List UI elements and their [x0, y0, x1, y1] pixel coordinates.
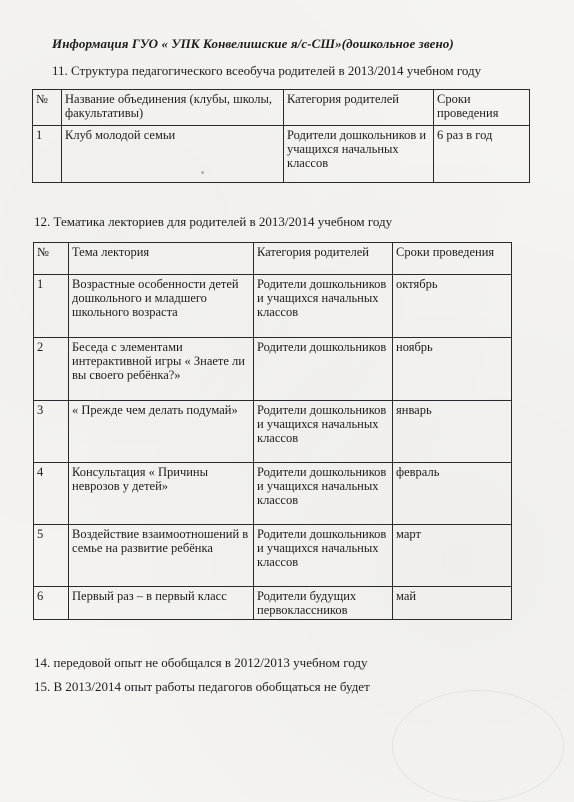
table-row [34, 275, 512, 338]
cell-lecture-topic: Воздействие взаимоотношений в семье на развитие ребёнка [69, 525, 254, 587]
cell-parent-category: Родители будущих первоклассников [254, 587, 393, 620]
cell-number: 1 [33, 126, 62, 183]
cell-parent-category: Родители дошкольников и учащихся начальных классов [254, 525, 393, 587]
table-row [34, 587, 512, 620]
header-cell-association-name: Название объединения (клубы, школы, факультативы) [62, 90, 284, 126]
header-cell-schedule: Сроки проведения [393, 243, 512, 275]
table-row [33, 126, 530, 183]
cell-number: 5 [34, 525, 69, 587]
cell-lecture-topic: Первый раз – в первый класс [69, 587, 254, 620]
header-cell-number: № [34, 243, 69, 275]
section-11-heading: 11. Структура педагогического всеобуча родителей в 2013/2014 учебном году [52, 63, 482, 78]
table-row [34, 525, 512, 587]
cell-schedule: январь [393, 401, 512, 463]
item-14-text: 14. передовой опыт не обобщался в 2012/2013 учебном году [34, 655, 368, 670]
scan-speck [201, 171, 204, 174]
cell-schedule: май [393, 587, 512, 620]
cell-number: 3 [34, 401, 69, 463]
cell-number: 2 [34, 338, 69, 401]
document-title: Информация ГУО « УПК Конвелишские я/с-СШ»(дошкольное звено) [52, 36, 454, 51]
cell-parent-category: Родители дошкольников [254, 338, 393, 401]
cell-lecture-topic: Возрастные особенности детей дошкольного и младшего школьного возраста [69, 275, 254, 338]
header-cell-schedule: Сроки проведения [434, 90, 530, 126]
cell-lecture-topic: « Прежде чем делать подумай» [69, 401, 254, 463]
cell-lecture-topic: Консультация « Причины неврозов у детей» [69, 463, 254, 525]
header-cell-number: № [33, 90, 62, 126]
header-cell-parent-category: Категория родителей [254, 243, 393, 275]
table-row [34, 401, 512, 463]
structure-table [32, 89, 530, 183]
section-12-heading: 12. Тематика лекториев для родителей в 2013/2014 учебном году [34, 214, 393, 229]
header-cell-parent-category: Категория родителей [284, 90, 434, 126]
cell-association-name: Клуб молодой семьи [62, 126, 284, 183]
cell-number: 6 [34, 587, 69, 620]
cell-parent-category: Родители дошкольников и учащихся начальных классов [284, 126, 434, 183]
cell-number: 4 [34, 463, 69, 525]
cell-parent-category: Родители дошкольников и учащихся начальных классов [254, 463, 393, 525]
item-15-text: 15. В 2013/2014 опыт работы педагогов обобщаться не будет [34, 679, 370, 694]
faint-stamp-mark [392, 690, 564, 802]
table-row [34, 338, 512, 401]
cell-schedule: март [393, 525, 512, 587]
header-cell-lecture-topic: Тема лектория [69, 243, 254, 275]
cell-schedule: ноябрь [393, 338, 512, 401]
lectures-table-header [34, 243, 512, 275]
structure-table-header [33, 90, 530, 126]
cell-schedule: 6 раз в год [434, 126, 530, 183]
cell-schedule: октябрь [393, 275, 512, 338]
cell-schedule: февраль [393, 463, 512, 525]
lectures-table [33, 242, 512, 620]
cell-parent-category: Родители дошкольников и учащихся начальных классов [254, 275, 393, 338]
cell-lecture-topic: Беседа с элементами интерактивной игры « Знаете ли вы своего ребёнка?» [69, 338, 254, 401]
cell-parent-category: Родители дошкольников и учащихся начальных классов [254, 401, 393, 463]
table-row [34, 463, 512, 525]
cell-number: 1 [34, 275, 69, 338]
